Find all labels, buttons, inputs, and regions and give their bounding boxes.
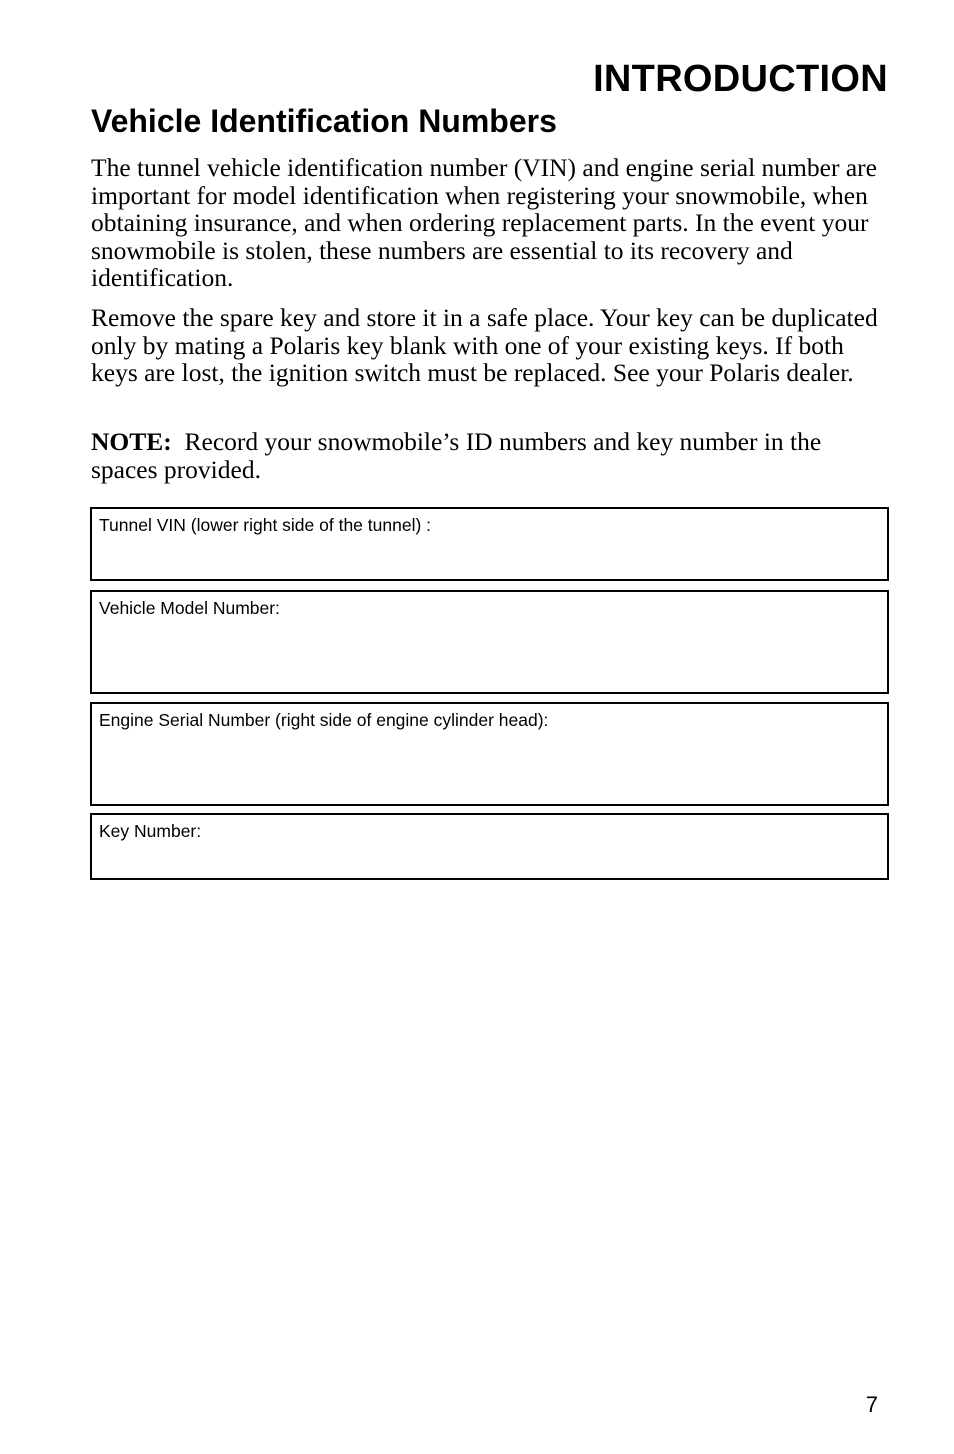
key-number-field[interactable] — [90, 813, 889, 880]
engine-serial-number-field[interactable] — [90, 702, 889, 806]
tunnel-vin-label: Tunnel VIN (lower right side of the tunnel) : — [99, 515, 432, 535]
note-text: Record your snowmobile’s ID numbers and key number in the spaces provided. — [91, 427, 822, 484]
vehicle-model-number-label: Vehicle Model Number: — [99, 598, 280, 618]
tunnel-vin-field[interactable] — [90, 507, 889, 581]
chapter-heading: INTRODUCTION — [593, 58, 888, 100]
paragraph-spare-key: Remove the spare key and store it in a safe place. Your key can be duplicated only by mating a Polaris key blank with one of your existing keys. If both keys are lost, the ignition switch must be replaced. See your Polaris dealer. — [91, 303, 878, 388]
engine-serial-number-label: Engine Serial Number (right side of engine cylinder head): — [99, 710, 549, 730]
section-title: Vehicle Identification Numbers — [91, 103, 557, 139]
note-label: NOTE: — [91, 427, 172, 456]
page-number: 7 — [865, 1392, 878, 1417]
key-number-label: Key Number: — [99, 821, 202, 841]
note-paragraph — [91, 428, 891, 483]
vehicle-model-number-field[interactable] — [90, 590, 889, 694]
paragraph-vin-importance: The tunnel vehicle identification number (VIN) and engine serial number are important for model identification when registering your snowmobile, when obtaining insurance, and when ordering replacement parts. In the event your snowmobile is stolen, these numbers are essential to its recovery and identification. — [91, 153, 877, 293]
